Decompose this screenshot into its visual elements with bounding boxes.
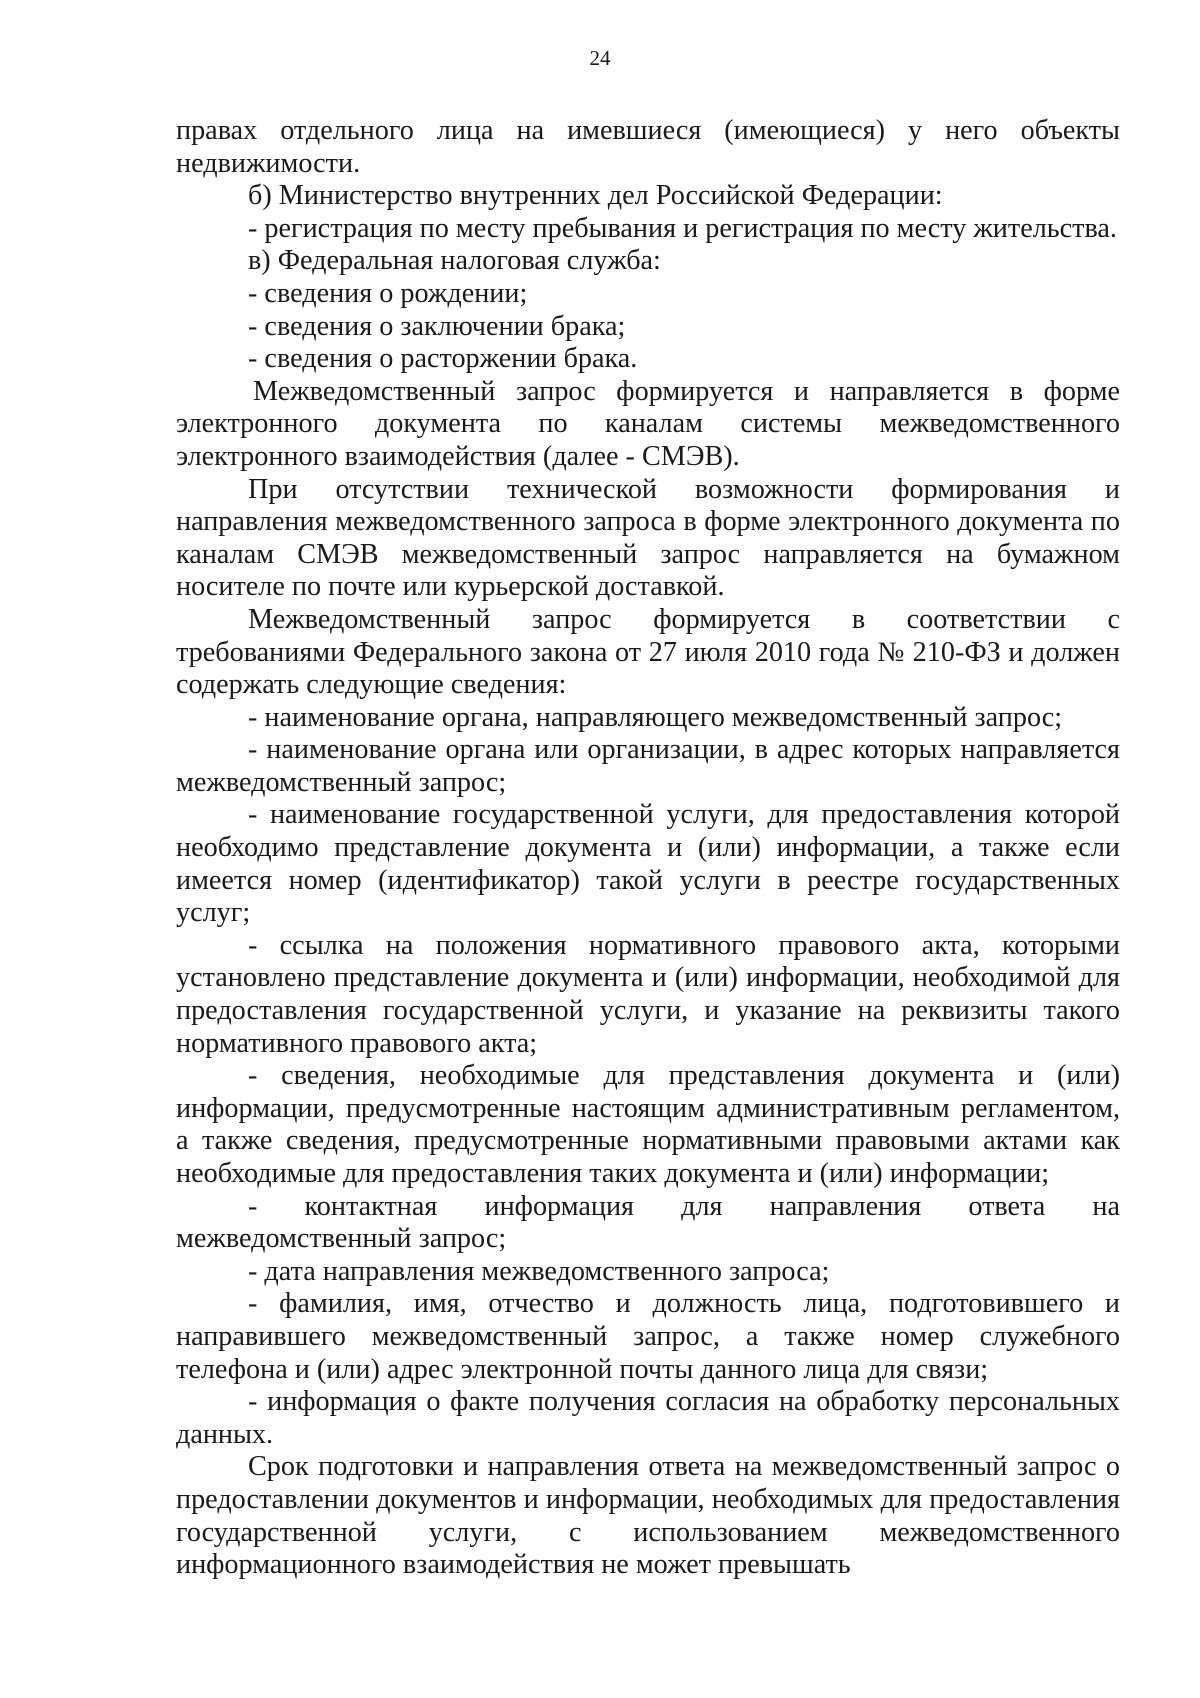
paragraph-18: - фамилия, имя, отчество и должность лица, подготовившего и направившего межведомственный запрос, а также номер служебного телефона и (или) адрес электронной почты данного лица для связи; [176,1288,1120,1385]
paragraph-20: Срок подготовки и направления ответа на межведомственный запрос о предоставлении документов и информации, необходимых для предоставления государственной услуги, с использованием межведомственного информационного взаимодействия не может превышать [176,1451,1120,1581]
paragraph-17: - дата направления межведомственного запроса; [248,1255,830,1287]
paragraph-15: - сведения, необходимые для представления документа и (или) информации, предусмотренные настоящим административным регламентом, а также сведения, предусмотренные нормативными правовыми актами как необходимые для предоставления таких документа и (или) информации; [176,1060,1120,1189]
paragraph-16: - контактная информация для направления ответа на межведомственный запрос; [176,1190,1120,1255]
paragraph-7: - сведения о расторжении брака. [248,343,638,375]
paragraph-13: - наименование государственной услуги, для предоставления которой необходимо представление документа и (или) информации, а также если имеется номер (идентификатор) такой услуги в реестре государственных услуг; [176,799,1120,929]
paragraph-8: Межведомственный запрос формируется и направляется в форме электронного документа по каналам системы межведомственного электронного взаимодействия (далее - СМЭВ). [176,375,1120,472]
paragraph-5: - сведения о рождении; [248,277,528,309]
paragraph-14: - ссылка на положения нормативного правового акта, которыми установлено представление документа и (или) информации, необходимой для предоставления государственной услуги, и указание на реквизиты такого нормативного правового акта; [176,929,1120,1059]
page-number: 24 [589,46,611,70]
document-body [176,115,1120,1582]
paragraph-11: - наименование органа, направляющего межведомственный запрос; [248,701,1063,733]
paragraph-3: - регистрация по месту пребывания и регистрация по месту жительства. [248,212,1117,244]
paragraph-6: - сведения о заключении брака; [248,310,626,342]
paragraph-19: - информация о факте получения согласия на обработку персональных данных. [176,1386,1120,1450]
paragraph-1: правах отдельного лица на имевшиеся (имеющиеся) у него объекты недвижимости. [176,115,1120,179]
paragraph-12: - наименование органа или организации, в адрес которых направляется межведомственный запрос; [176,734,1120,798]
paragraph-2: б) Министерство внутренних дел Российской Федерации: [248,180,943,212]
paragraph-10: Межведомственный запрос формируется в соответствии с требованиями Федерального закона от 27 июля 2010 года № 210-ФЗ и должен содержать следующие сведения: [176,603,1120,701]
paragraph-4: в) Федеральная налоговая служба: [248,245,661,277]
paragraph-9: При отсутствии технической возможности формирования и направления межведомственного запроса в форме электронного документа по каналам СМЭВ межведомственный запрос направляется на бумажном носителе по почте или курьерской доставкой. [176,473,1120,603]
